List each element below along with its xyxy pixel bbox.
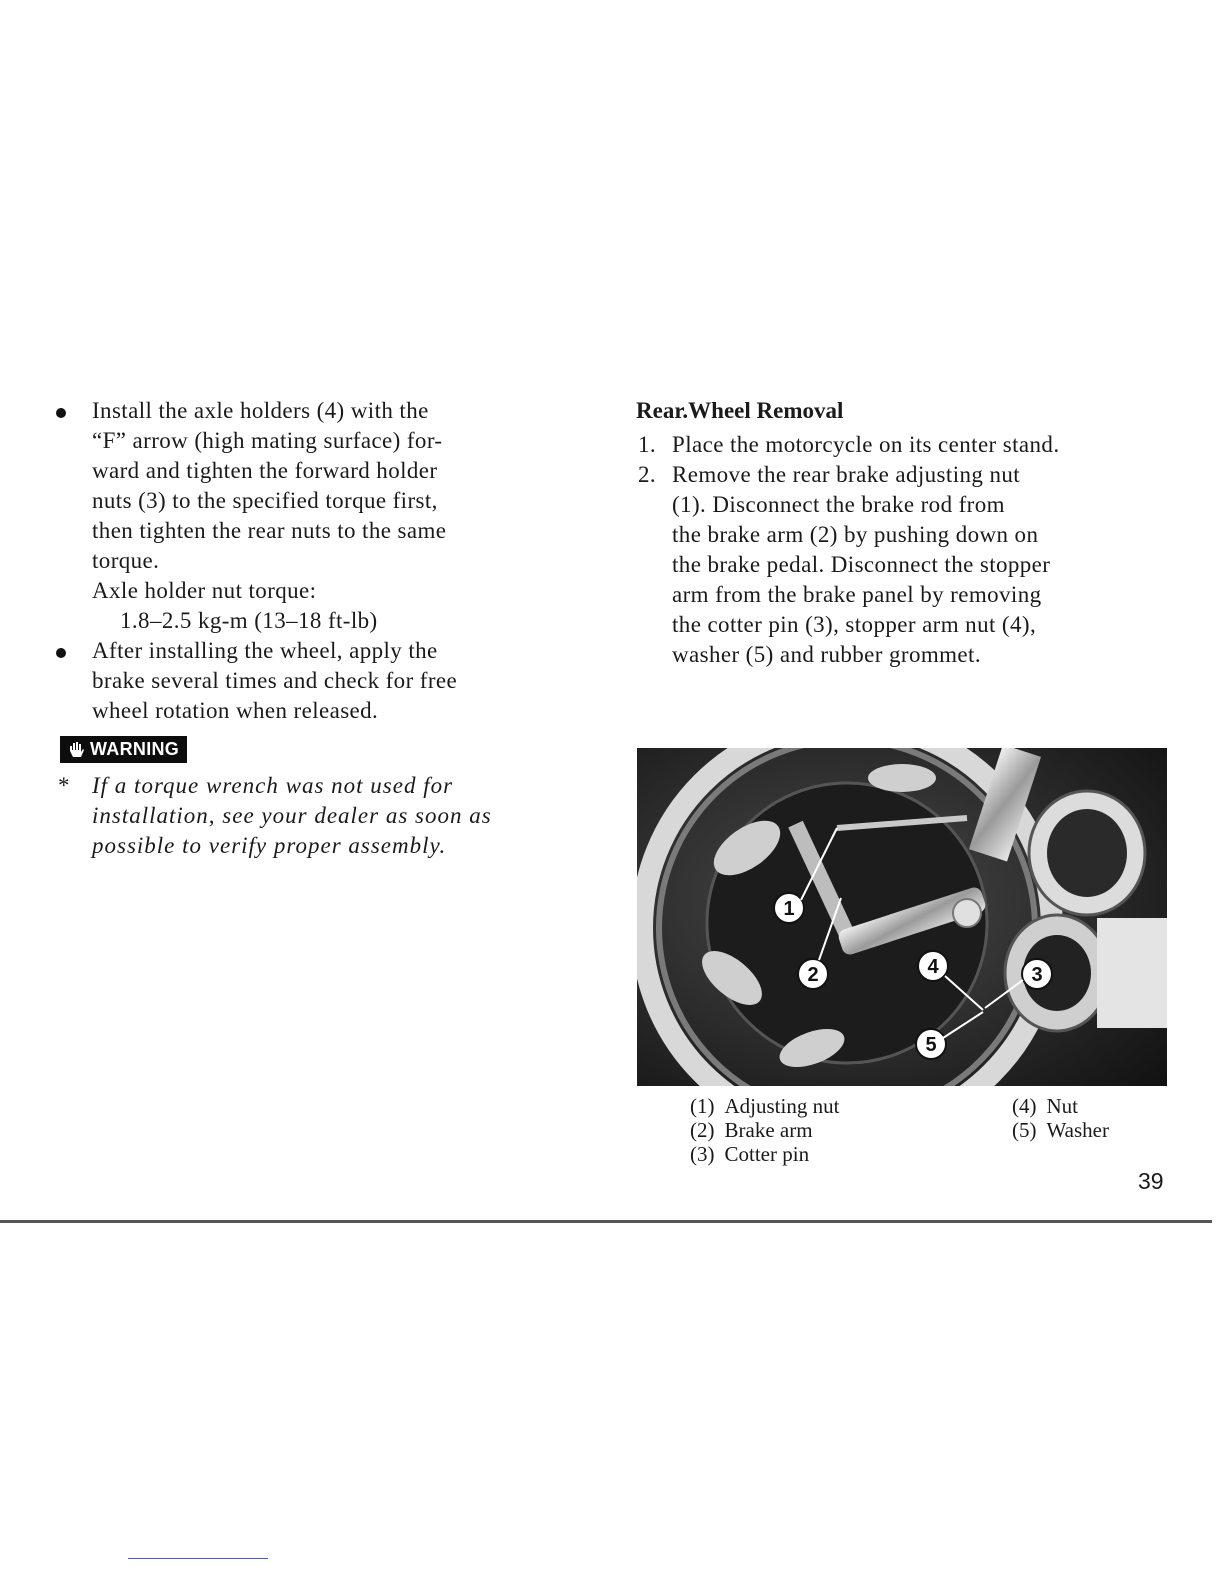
caption-item (690, 1142, 839, 1166)
caption-text: Adjusting nut (724, 1094, 840, 1118)
caption-text: Washer (1046, 1118, 1109, 1142)
section-title: Rear.Wheel Removal (636, 398, 844, 423)
caption-item (690, 1118, 839, 1142)
bullet-icon (56, 408, 66, 418)
caption-text: Nut (1046, 1094, 1078, 1118)
callout-5: 5 (925, 1034, 937, 1056)
callout-4: 4 (927, 956, 939, 978)
warning-text (56, 771, 580, 861)
rear-brake-photo (637, 748, 1167, 1086)
text-line: Place the motorcycle on its center stand. (672, 432, 1060, 457)
bullet-check-rotation (56, 636, 580, 726)
text-line: After installing the wheel, apply the (92, 638, 438, 663)
page-number: 39 (1138, 1168, 1164, 1194)
caption-item (1012, 1094, 1109, 1118)
caption-number: (5) (1012, 1118, 1037, 1142)
text-line: installation, see your dealer as soon as (92, 802, 492, 828)
text-line: the brake arm (2) by pushing down on (672, 522, 1039, 547)
step-2 (636, 460, 1158, 670)
figure-captions-left (690, 1094, 839, 1166)
caption-number: (3) (690, 1142, 715, 1166)
callout-1: 1 (783, 898, 795, 920)
step-number: 1. (638, 432, 657, 457)
page-bottom-rule (0, 1220, 1212, 1223)
step-1 (636, 430, 1158, 460)
callout-2: 2 (807, 964, 819, 986)
warning-label: WARNING (90, 739, 180, 759)
hand-warning-icon (66, 740, 86, 760)
text-line: wheel rotation when released. (92, 698, 379, 723)
text-line: Install the axle holders (4) with the (92, 398, 429, 423)
bullet-axle-holders (56, 396, 580, 576)
torque-value: 1.8–2.5 kg-m (13–18 ft-lb) (120, 608, 378, 633)
callout-3: 3 (1031, 964, 1043, 986)
underline-mark (128, 1558, 268, 1559)
text-line: arm from the brake panel by removing (672, 582, 1042, 607)
text-line: Remove the rear brake adjusting nut (672, 462, 1021, 487)
text-line: If a torque wrench was not used for (92, 772, 454, 798)
text-line: “F” arrow (high mating surface) for- (92, 428, 443, 453)
torque-label: Axle holder nut torque: (92, 578, 317, 603)
caption-text: Brake arm (724, 1118, 813, 1142)
caption-number: (4) (1012, 1094, 1037, 1118)
text-line: the cotter pin (3), stopper arm nut (4), (672, 612, 1037, 637)
figure-captions-right (1012, 1094, 1109, 1142)
text-line: ward and tighten the forward holder (92, 458, 438, 483)
text-line: brake several times and check for free (92, 668, 458, 693)
text-line: washer (5) and rubber grommet. (672, 642, 981, 667)
caption-number: (1) (690, 1094, 715, 1118)
warning-badge (60, 736, 187, 763)
text-line: then tighten the rear nuts to the same (92, 518, 447, 543)
text-line: possible to verify proper assembly. (92, 832, 447, 858)
text-line: torque. (92, 548, 160, 573)
text-line: nuts (3) to the specified torque first, (92, 488, 438, 513)
bullet-icon (56, 648, 66, 658)
caption-number: (2) (690, 1118, 715, 1142)
asterisk: * (58, 772, 71, 798)
caption-text: Cotter pin (724, 1142, 810, 1166)
step-number: 2. (638, 462, 657, 487)
text-line: (1). Disconnect the brake rod from (672, 492, 1005, 517)
right-column (636, 396, 1158, 670)
text-line: the brake pedal. Disconnect the stopper (672, 552, 1051, 577)
caption-item (690, 1094, 839, 1118)
caption-item (1012, 1118, 1109, 1142)
left-column (56, 396, 580, 861)
